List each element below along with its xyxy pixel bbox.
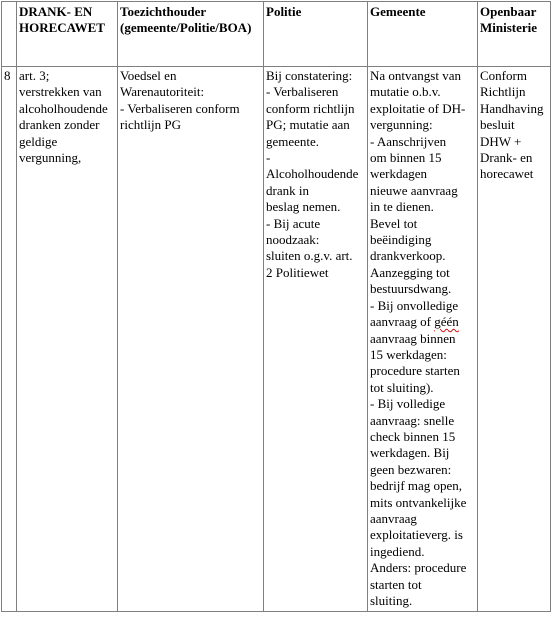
gemeente-line: aanvraag binnen	[370, 330, 456, 346]
politie-line: beslag nemen.	[266, 199, 341, 215]
header-drank-en-horecawet: DRANK- EN HORECAWET	[17, 2, 118, 67]
politie-line: - Bij acute	[266, 215, 321, 231]
law-article-cell	[17, 67, 118, 612]
gemeente-cell	[368, 67, 478, 612]
politie-line: Bij constatering:	[266, 68, 353, 83]
politie-line: PG; mutatie aan	[266, 117, 350, 133]
gemeente-line: aanvraag	[370, 510, 417, 526]
politie-line: sluiten o.g.v. art.	[266, 248, 353, 264]
header-openbaar-ministerie: Openbaar Ministerie	[478, 2, 551, 67]
gemeente-line: procedure starten	[370, 363, 460, 379]
gemeente-line: exploitatie of DH-	[370, 100, 466, 116]
gemeente-line: mutatie o.b.v.	[370, 84, 441, 100]
gemeente-line: werkdagen	[370, 166, 428, 182]
gemeente-line-part: aanvraag of	[370, 314, 431, 330]
spelling-flag-word: géén	[434, 314, 459, 330]
gemeente-line: beëindiging	[370, 232, 432, 248]
gemeente-line: werkdagen. Bij	[370, 445, 450, 461]
gemeente-line: Bevel tot	[370, 215, 418, 231]
gemeente-line: drankverkoop.	[370, 248, 446, 264]
law-line: verstrekken van	[19, 84, 102, 100]
gemeente-line: vergunning:	[370, 117, 433, 133]
law-line: dranken zonder	[19, 117, 100, 133]
om-line: besluit	[480, 117, 515, 133]
openbaar-ministerie-cell	[478, 67, 551, 612]
gemeente-line: ingediend.	[370, 543, 425, 559]
gemeente-line: check binnen 15	[370, 428, 456, 444]
gemeente-line: aanvraag: snelle	[370, 412, 455, 428]
toezicht-line: richtlijn PG	[120, 117, 182, 133]
gemeente-line: tot sluiting).	[370, 379, 434, 395]
politie-line: 2 Politiewet	[266, 264, 329, 280]
gemeente-line: - Bij onvolledige	[370, 297, 459, 313]
toezichthouder-cell	[118, 67, 264, 612]
toezicht-line: Warenautoriteit:	[120, 84, 205, 100]
politie-line: - Verbaliseren	[266, 84, 339, 100]
enforcement-table	[1, 1, 551, 612]
law-line: art. 3;	[19, 68, 50, 83]
om-line: Drank- en	[480, 150, 533, 166]
gemeente-line: om binnen 15	[370, 150, 442, 166]
gemeente-line: bestuursdwang.	[370, 281, 452, 297]
law-line: vergunning,	[19, 150, 82, 166]
gemeente-line: geen bezwaren:	[370, 461, 452, 477]
gemeente-line: exploitatieverg. is	[370, 527, 463, 543]
gemeente-line: - Aanschrijven	[370, 133, 447, 149]
politie-line: noodzaak:	[266, 232, 320, 248]
om-line: DHW +	[480, 133, 522, 149]
politie-line: Alcoholhoudende	[266, 166, 359, 182]
header-row	[2, 2, 551, 67]
gemeente-line: Aanzegging tot	[370, 264, 450, 280]
politie-line: -	[266, 150, 271, 166]
toezicht-line: Voedsel en	[120, 68, 177, 83]
om-line: horecawet	[480, 166, 534, 182]
politie-line: drank in	[266, 182, 309, 198]
politie-cell	[264, 67, 368, 612]
law-line: alcoholhoudende	[19, 100, 108, 116]
header-gemeente: Gemeente	[368, 2, 478, 67]
gemeente-line: - Bij volledige	[370, 396, 446, 412]
header-politie: Politie	[264, 2, 368, 67]
row-number: 8	[2, 67, 17, 612]
gemeente-line: sluiting.	[370, 593, 413, 608]
gemeente-line: nieuwe aanvraag	[370, 182, 458, 198]
gemeente-line: mits ontvankelijke	[370, 494, 467, 510]
politie-line: conform richtlijn	[266, 100, 355, 116]
gemeente-line: 15 werkdagen:	[370, 346, 447, 362]
header-toezichthouder: Toezichthouder (gemeente/Politie/BOA)	[118, 2, 264, 67]
law-line: geldige	[19, 133, 58, 149]
politie-line: gemeente.	[266, 133, 320, 149]
gemeente-line: Anders: procedure	[370, 560, 467, 576]
header-number-cell	[2, 2, 17, 67]
toezicht-line: - Verbaliseren conform	[120, 100, 240, 116]
gemeente-line: in te dienen.	[370, 199, 434, 215]
gemeente-line: bedrijf mag open,	[370, 478, 463, 494]
om-line: Richtlijn	[480, 84, 526, 100]
om-line: Conform	[480, 68, 527, 83]
gemeente-line: Na ontvangst van	[370, 68, 461, 83]
gemeente-line	[370, 314, 475, 330]
gemeente-line: starten tot	[370, 576, 422, 592]
table-row	[2, 67, 551, 612]
om-line: Handhaving	[480, 100, 544, 116]
